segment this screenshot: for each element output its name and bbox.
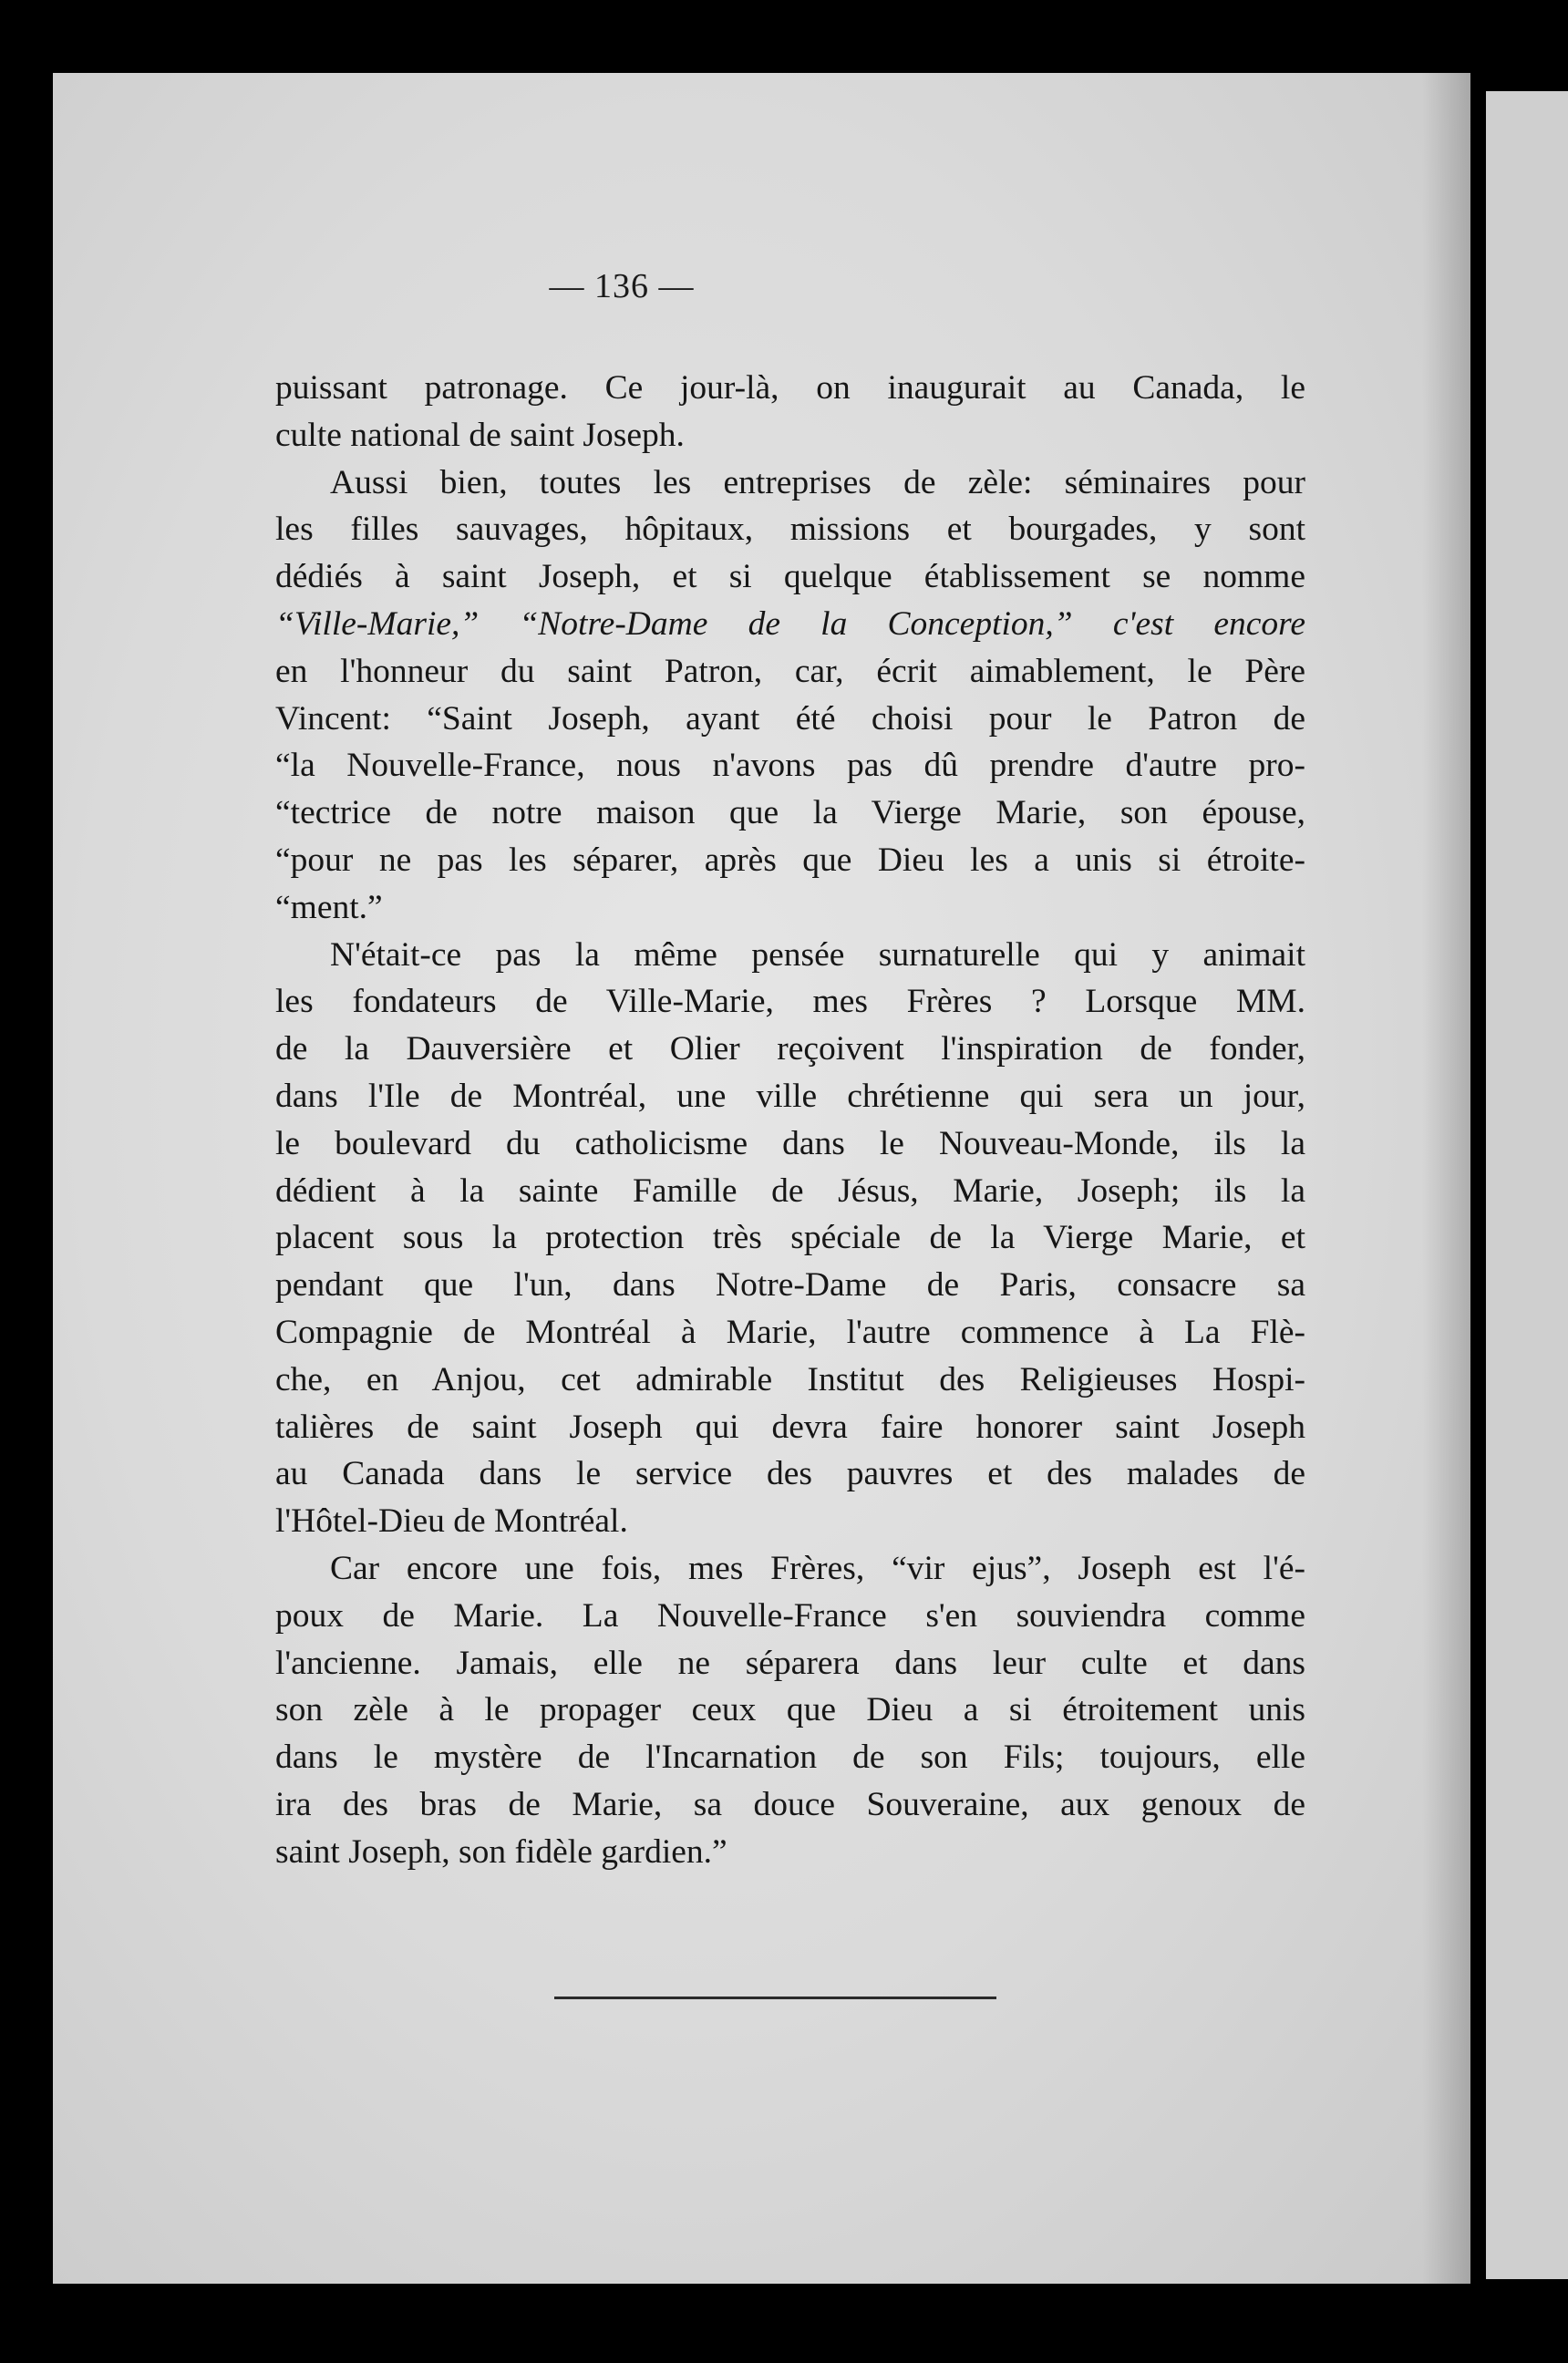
text-line: poux de Marie. La Nouvelle-France s'en souviendra comme [275,1596,1305,1635]
paragraph-3 [275,932,1305,1545]
text-line: le boulevard du catholicisme dans le Nouveau-Monde, ils la [275,1124,1305,1162]
text-line: dans le mystère de l'Incarnation de son Fils; toujours, elle [275,1739,1305,1777]
text-line: Aussi bien, toutes les entreprises de zèle: séminaires pour [330,463,1305,501]
text-line: l'ancienne. Jamais, elle ne séparera dans leur culte et dans [275,1644,1305,1682]
text-line: Compagnie de Montréal à Marie, l'autre commence à La Flè- [275,1313,1305,1351]
text-line: “la Nouvelle-France, nous n'avons pas dû prendre d'autre pro- [275,747,1305,785]
text-line: en l'honneur du saint Patron, car, écrit aimablement, le Père [275,652,1305,690]
text-line: Vincent: “Saint Joseph, ayant été choisi pour le Patron de [275,699,1305,738]
text-line: ira des bras de Marie, sa douce Souveraine, aux genoux de [275,1785,1305,1823]
paragraph-2 [275,459,1305,932]
text-line: “pour ne pas les séparer, après que Dieu les a unis si étroite- [275,841,1305,879]
text-line: dédiés à saint Joseph, et si quelque établissement se nomme [275,558,1305,596]
text-line: pendant que l'un, dans Notre-Dame de Paris, consacre sa [275,1266,1305,1305]
text-line: puissant patronage. Ce jour-là, on inaugurait au Canada, le [275,369,1305,407]
text-line: dans l'Ile de Montréal, une ville chrétienne qui sera un jour, [275,1077,1305,1115]
paragraph-1 [275,365,1305,459]
text-line: “ment.” [275,888,383,926]
text-line: che, en Anjou, cet admirable Institut des Religieuses Hospi- [275,1360,1305,1398]
text-line: “tectrice de notre maison que la Vierge Marie, son épouse, [275,794,1305,832]
text-line: les fondateurs de Ville-Marie, mes Frères ? Lorsque MM. [275,983,1305,1021]
text-line: Car encore une fois, mes Frères, “vir ejus”, Joseph est l'é- [330,1549,1305,1587]
text-line: culte national de saint Joseph. [275,416,685,454]
text-line: “Ville-Marie,” “Notre-Dame de la Conception,” c'est encore [275,604,1305,643]
text-line: son zèle à le propager ceux que Dieu a si étroitement unis [275,1691,1305,1729]
text-line: les filles sauvages, hôpitaux, missions et bourgades, y sont [275,511,1305,549]
body-text [275,365,1305,1876]
text-line: l'Hôtel-Dieu de Montréal. [275,1502,628,1541]
facing-page-edge [1486,91,1568,2279]
text-line: de la Dauversière et Olier reçoivent l'inspiration de fonder, [275,1030,1305,1068]
text-line: au Canada dans le service des pauvres et des malades de [275,1455,1305,1493]
end-rule [554,1997,996,1999]
paragraph-4 [275,1545,1305,1876]
text-line: N'était-ce pas la même pensée surnaturelle qui y animait [330,935,1305,974]
text-line: talières de saint Joseph qui devra faire honorer saint Joseph [275,1408,1305,1446]
page-number: — 136 — [549,267,695,305]
text-line: dédient à la sainte Famille de Jésus, Marie, Joseph; ils la [275,1171,1305,1210]
gutter-shadow [1422,73,1470,2284]
text-line: placent sous la protection très spéciale de la Vierge Marie, et [275,1219,1305,1257]
text-line: saint Joseph, son fidèle gardien.” [275,1832,727,1871]
